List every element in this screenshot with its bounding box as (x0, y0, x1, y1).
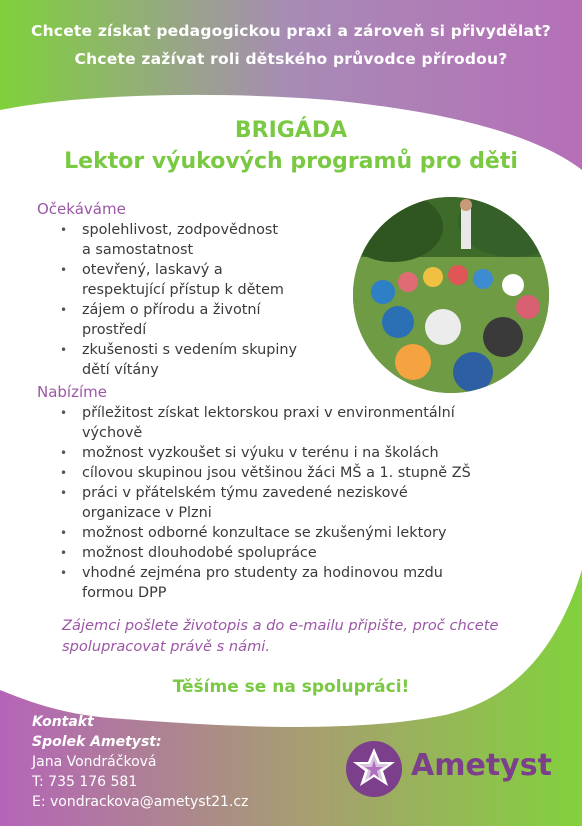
contact-block (32, 712, 248, 812)
contact-label: Kontakt (32, 714, 94, 730)
list-item: • cílovou skupinou jsou většinou žáci MŠ a 1. stupně ZŠ (58, 463, 538, 483)
offer-heading: Nabízíme (37, 383, 107, 401)
list-item: • práci v přátelském týmu zavedené neziskové organizace v Plzni (58, 483, 538, 523)
contact-phone: T: 735 176 581 (32, 774, 138, 790)
logo-text: Ametyst (411, 748, 552, 783)
contact-email[interactable]: E: vondrackova@ametyst21.cz (32, 794, 249, 810)
list-item: • spolehlivost, zodpovědnost a samostatnost (58, 220, 348, 260)
expect-heading: Očekáváme (37, 200, 126, 218)
list-item: • možnost dlouhodobé spolupráce (58, 543, 538, 563)
list-item: • zájem o přírodu a životní prostředí (58, 300, 348, 340)
expect-list (58, 220, 348, 380)
list-item: • otevřený, laskavý a respektující přístup k dětem (58, 260, 348, 300)
list-item: • zkušenosti s vedením skupiny dětí vítány (58, 340, 348, 380)
closing-message: Těšíme se na spolupráci! (172, 677, 410, 697)
children-group-photo (353, 197, 549, 393)
header-question-2: Chcete zažívat roli dětského průvodce přírodou? (74, 50, 508, 68)
offer-list (58, 403, 538, 603)
job-title: Lektor výukových programů pro děti (64, 149, 518, 174)
list-item: • možnost vyzkoušet si výuku v terénu i na školách (58, 443, 538, 463)
job-type-title: BRIGÁDA (234, 118, 348, 143)
header-question-1: Chcete získat pedagogickou praxi a zároveň si přivydělat? (31, 22, 551, 40)
contact-name: Jana Vondráčková (32, 754, 157, 770)
list-item: • vhodné zejména pro studenty za hodinovou mzdu formou DPP (58, 563, 538, 603)
list-item: • příležitost získat lektorskou praxi v environmentální výchově (58, 403, 538, 443)
ametyst-star-logo-icon (345, 740, 403, 798)
application-note: Zájemci pošlete životopis a do e-mailu připište, proč chcete spolupracovat právě s námi. (62, 617, 499, 655)
contact-org: Spolek Ametyst: (32, 734, 162, 750)
list-item: • možnost odborné konzultace se zkušenými lektory (58, 523, 538, 543)
